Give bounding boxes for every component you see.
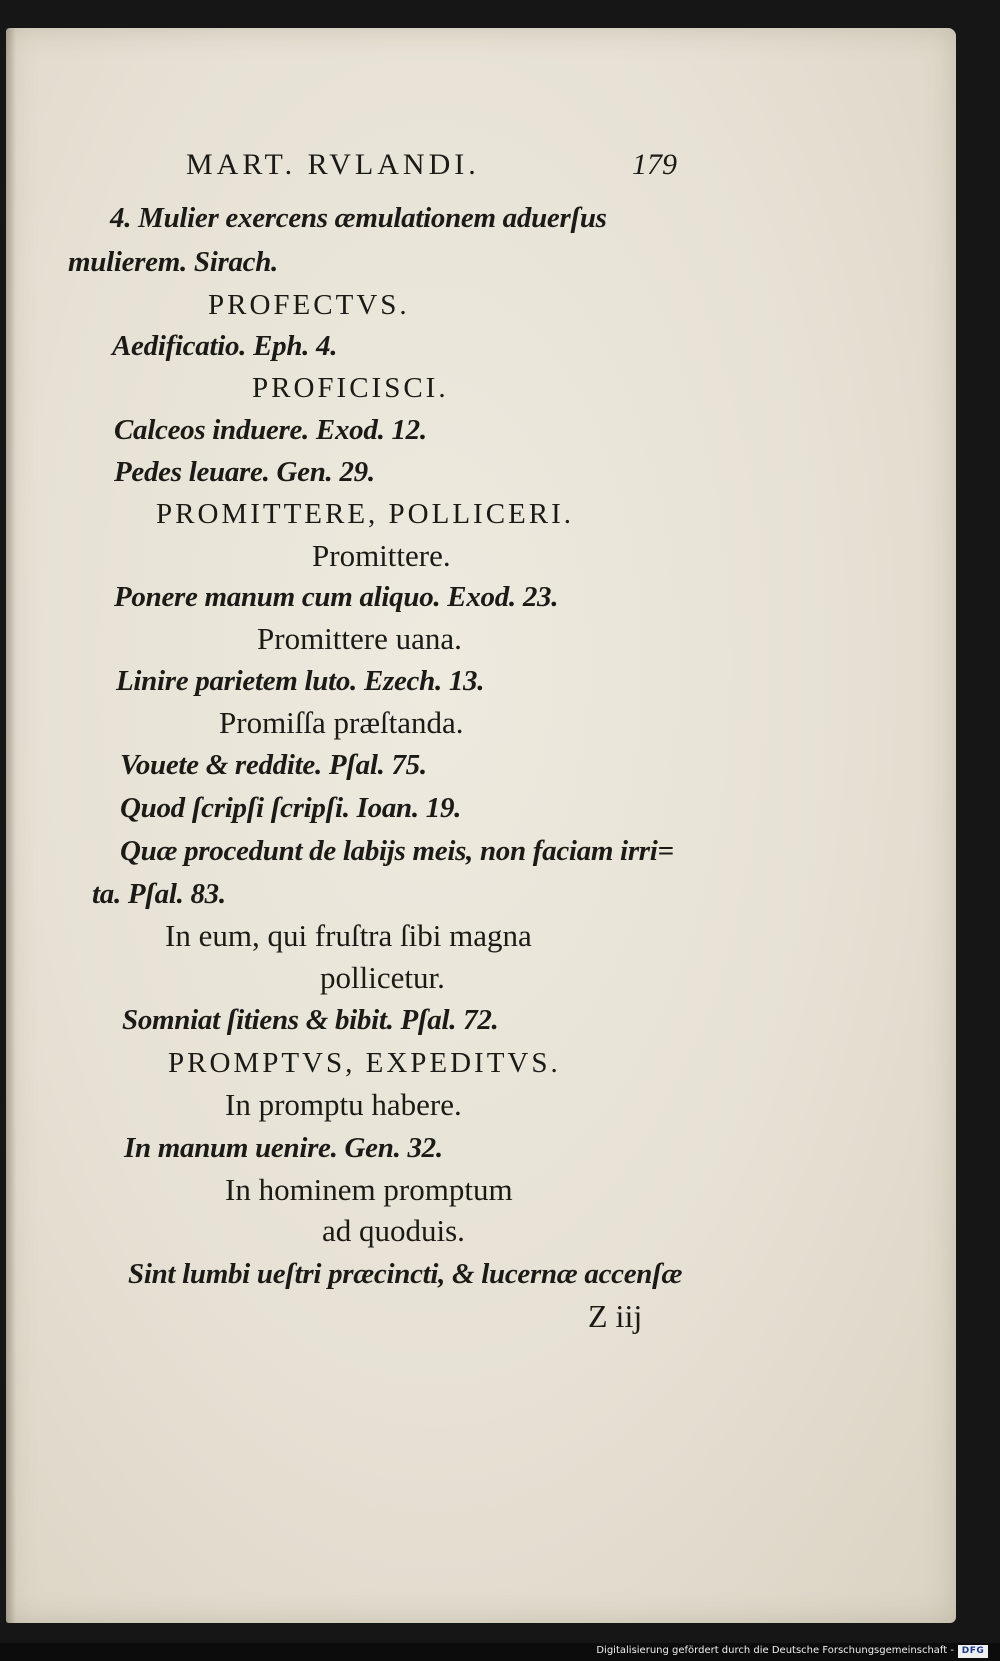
entry-heading-profectus: PROFECTVS. — [208, 289, 410, 321]
text-line-14: Vouete & reddite. Pſal. 75. — [120, 749, 427, 781]
subheading-ad-quoduis: ad quoduis. — [322, 1213, 465, 1248]
text-line-1: 4. Mulier exercens æmulationem aduerſus — [110, 202, 607, 234]
text-line-15: Quod ſcripſi ſcripſi. Ioan. 19. — [120, 792, 462, 824]
text-line-2: mulierem. Sirach. — [68, 246, 279, 278]
page-binding-shadow — [6, 28, 16, 1623]
text-line-17: ta. Pſal. 83. — [92, 878, 226, 910]
subheading-pollicetur: pollicetur. — [320, 960, 445, 995]
entry-heading-promittere: PROMITTERE, POLLICERI. — [156, 498, 575, 530]
subheading-promissa: Promiſſa præſtanda. — [219, 705, 464, 740]
signature-mark: Z iij — [588, 1298, 643, 1334]
text-line-7: Pedes leuare. Gen. 29. — [114, 456, 375, 488]
text-line-10: Ponere manum cum aliquo. Exod. 23. — [114, 581, 559, 613]
subheading-in-eum: In eum, qui fruſtra ſibi magna — [165, 918, 532, 953]
text-line-12: Linire parietem luto. Ezech. 13. — [116, 665, 485, 697]
text-line-6: Calceos induere. Exod. 12. — [114, 414, 427, 446]
subheading-promittere-uana: Promittere uana. — [257, 621, 462, 656]
text-line-23: In manum uenire. Gen. 32. — [124, 1132, 443, 1164]
text-line-4: Aedificatio. Eph. 4. — [112, 330, 338, 362]
text-line-26: Sint lumbi ueſtri præcincti, & lucernæ accenſæ — [128, 1258, 683, 1290]
running-title: MART. RVLANDI. — [186, 148, 480, 181]
entry-heading-proficisci: PROFICISCI. — [252, 372, 449, 404]
text-line-20: Somniat ſitiens & bibit. Pſal. 72. — [122, 1004, 499, 1036]
subheading-promittere: Promittere. — [312, 538, 451, 573]
entry-heading-promptus: PROMPTVS, EXPEDITVS. — [168, 1047, 561, 1079]
page-number: 179 — [632, 148, 677, 181]
subheading-in-promptu: In promptu habere. — [225, 1087, 462, 1122]
digitization-credit: Digitalisierung gefördert durch die Deutsche Forschungsgemeinschaft - — [596, 1645, 954, 1656]
dfg-logo-icon: DFG — [958, 1645, 988, 1658]
text-line-16: Quæ procedunt de labijs meis, non faciam irri= — [120, 835, 674, 867]
subheading-in-hominem: In hominem promptum — [225, 1172, 513, 1207]
